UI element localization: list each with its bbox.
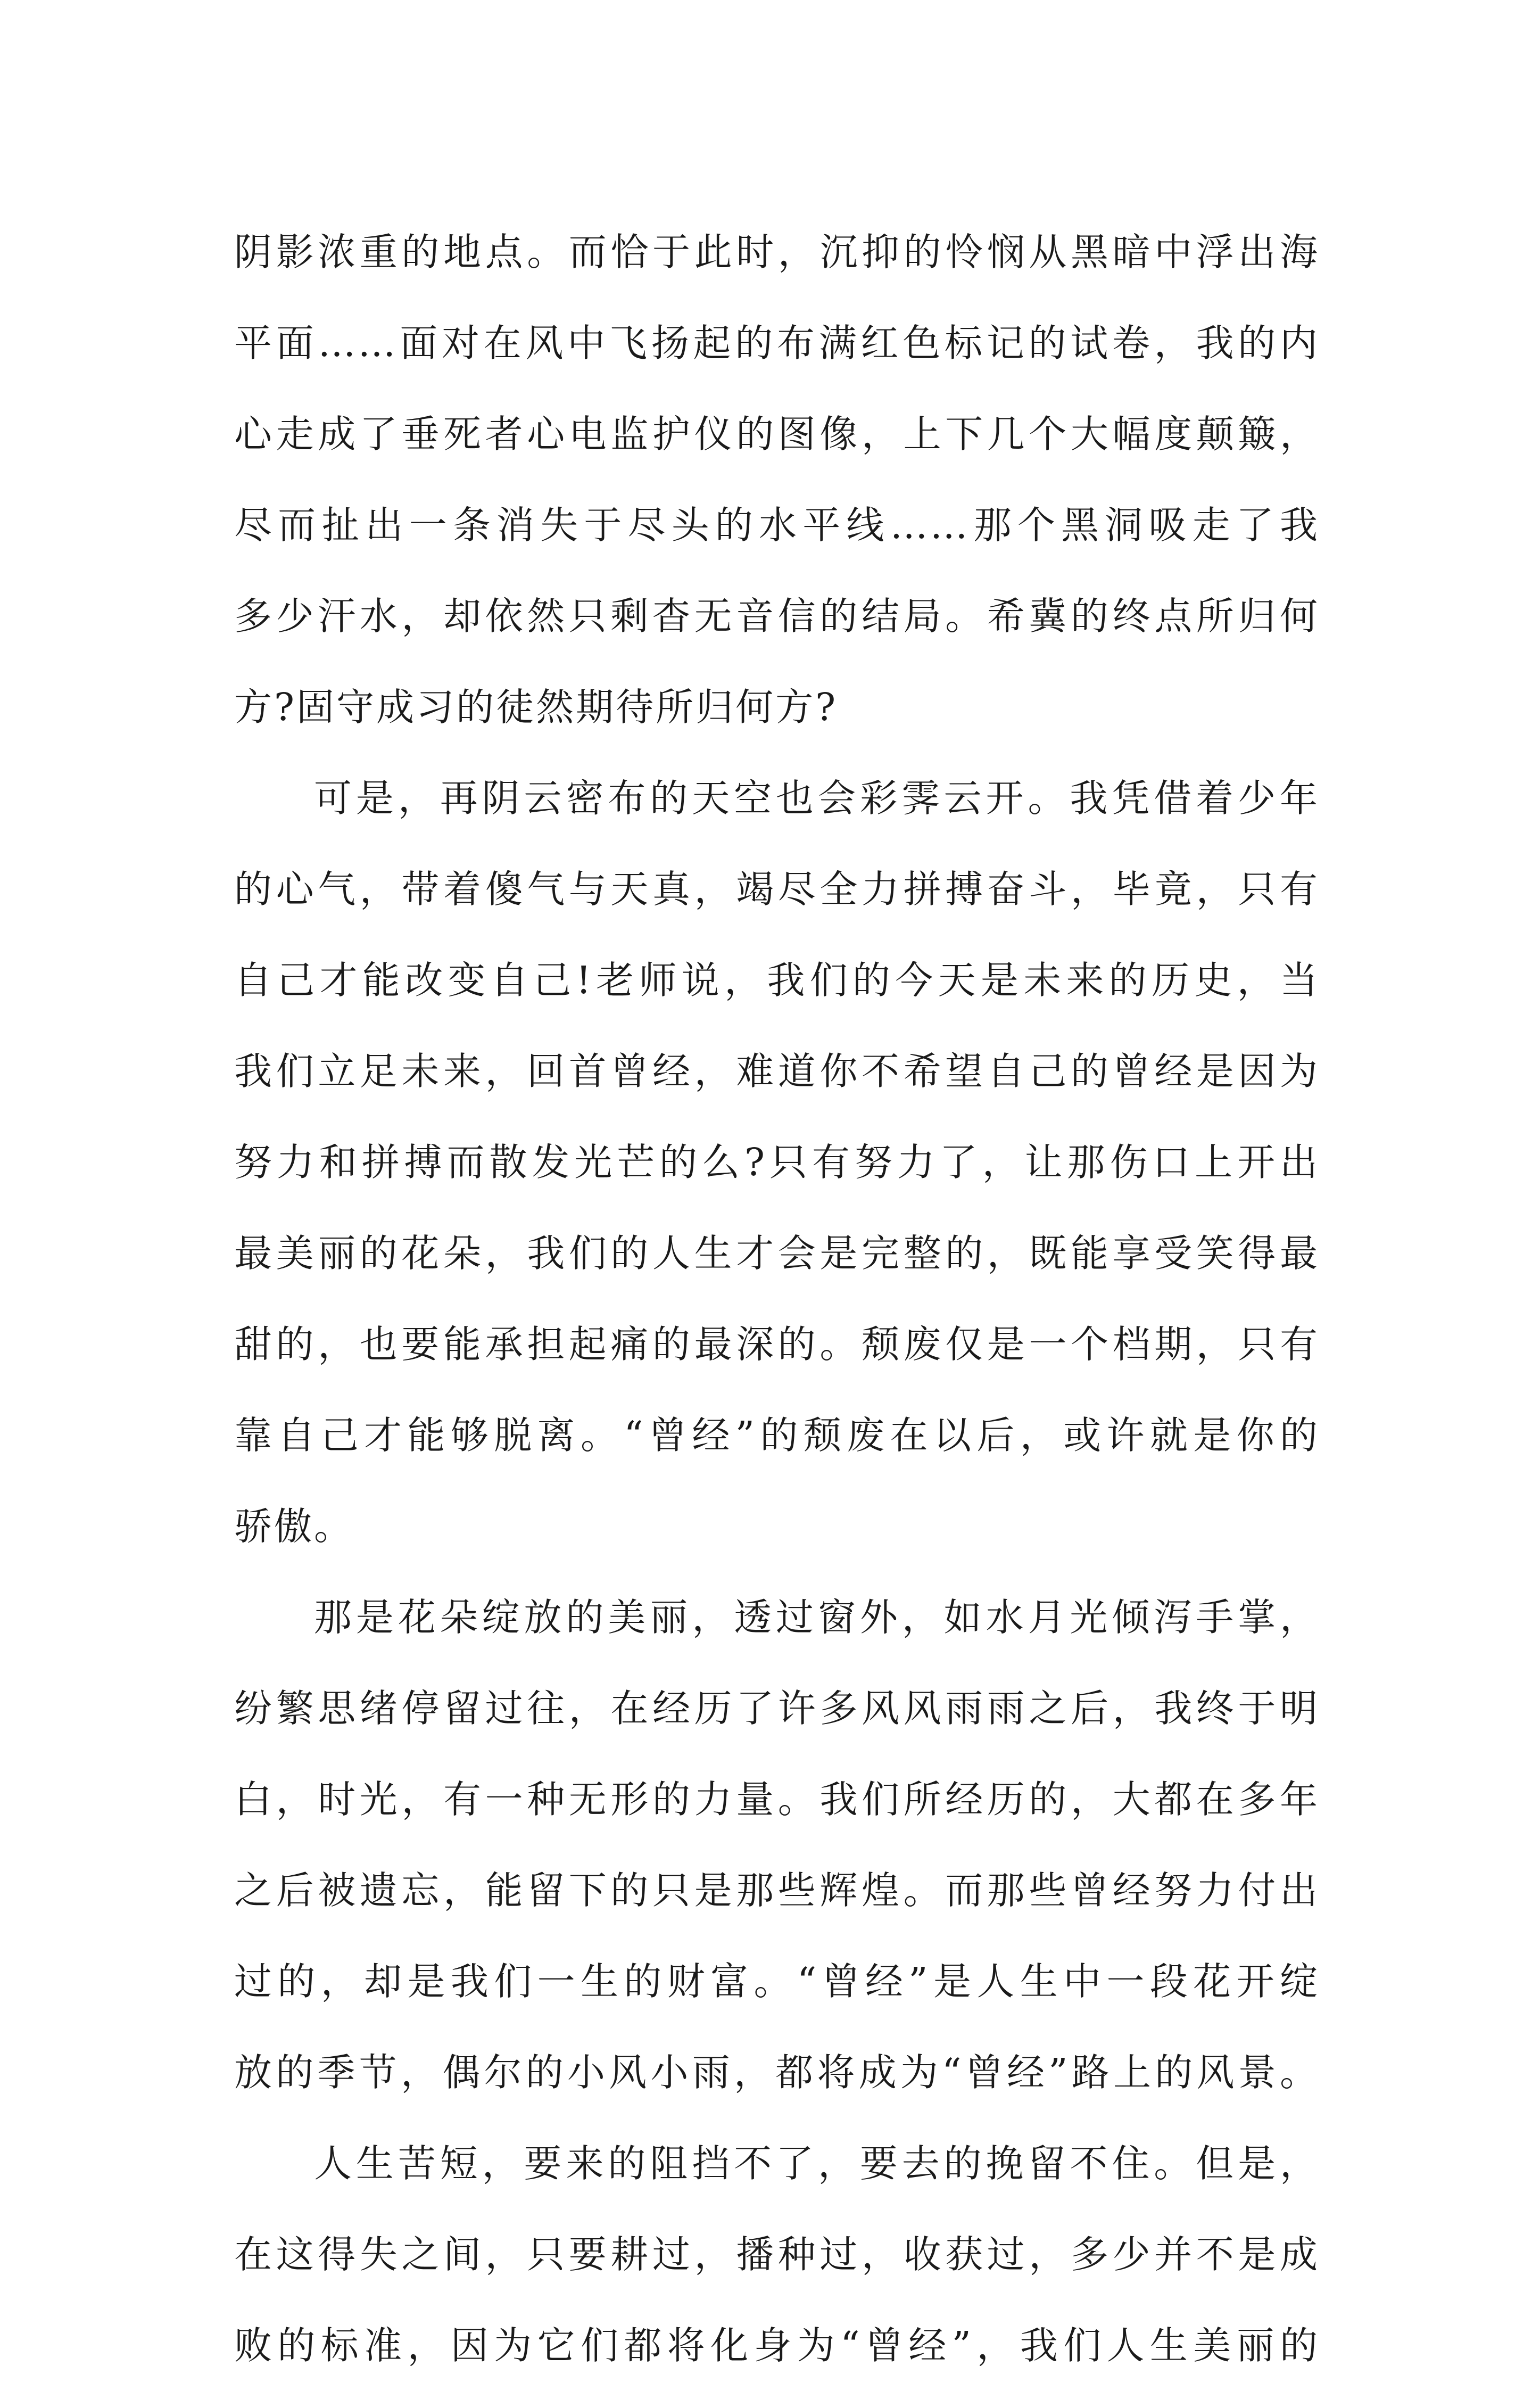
text-line: 在这得失之间，只要耕过，播种过，收获过，多少并不是成: [234, 2232, 1320, 2277]
text-line: 放的季节，偶尔的小风小雨，都将成为“曾经”路上的风景。: [234, 2050, 1320, 2095]
text-line: 心走成了垂死者心电监护仪的图像，上下几个大幅度颠簸，: [234, 412, 1320, 456]
text-line: 平面……面对在风中飞扬起的布满红色标记的试卷，我的内: [234, 321, 1320, 365]
text-line: 的心气，带着傻气与天真，竭尽全力拼搏奋斗，毕竟，只有: [234, 867, 1320, 911]
paragraph-first-line: 可是，再阴云密布的天空也会彩霁云开。我凭借着少年: [314, 776, 1320, 820]
text-line: 最美丽的花朵，我们的人生才会是完整的，既能享受笑得最: [234, 1231, 1320, 1275]
paragraph-first-line: 那是花朵绽放的美丽，透过窗外，如水月光倾泻手掌，: [314, 1595, 1320, 1639]
text-line: 败的标准，因为它们都将化身为“曾经”，我们人生美丽的: [234, 2323, 1320, 2368]
text-line: 骄傲。: [234, 1504, 354, 1548]
text-line: 多少汗水，却依然只剩杳无音信的结局。希冀的终点所归何: [234, 594, 1320, 638]
text-line: 靠自己才能够脱离。“曾经”的颓废在以后，或许就是你的: [234, 1413, 1320, 1457]
text-line: 阴影浓重的地点。而恰于此时，沉抑的怜悯从黑暗中浮出海: [234, 230, 1320, 274]
text-line: 甜的，也要能承担起痛的最深的。颓废仅是一个档期，只有: [234, 1322, 1320, 1366]
text-line: 纷繁思绪停留过往，在经历了许多风风雨雨之后，我终于明: [234, 1686, 1320, 1730]
text-line: 之后被遗忘，能留下的只是那些辉煌。而那些曾经努力付出: [234, 1868, 1320, 1912]
text-line: 白，时光，有一种无形的力量。我们所经历的，大都在多年: [234, 1777, 1320, 1821]
paragraph-first-line: 人生苦短，要来的阻挡不了，要去的挽留不住。但是，: [314, 2141, 1320, 2186]
text-line: 我们立足未来，回首曾经，难道你不希望自己的曾经是因为: [234, 1049, 1320, 1093]
text-line: 方?固守成习的徒然期待所归何方?: [234, 685, 838, 729]
text-line: 自己才能改变自己!老师说，我们的今天是未来的历史，当: [234, 958, 1320, 1002]
text-line: 过的，却是我们一生的财富。“曾经”是人生中一段花开绽: [234, 1959, 1320, 2004]
text-line: 努力和拼搏而散发光芒的么?只有努力了，让那伤口上开出: [234, 1140, 1320, 1184]
essay-text-block: [234, 207, 1320, 2391]
text-line: 尽而扯出一条消失于尽头的水平线……那个黑洞吸走了我: [234, 503, 1320, 547]
